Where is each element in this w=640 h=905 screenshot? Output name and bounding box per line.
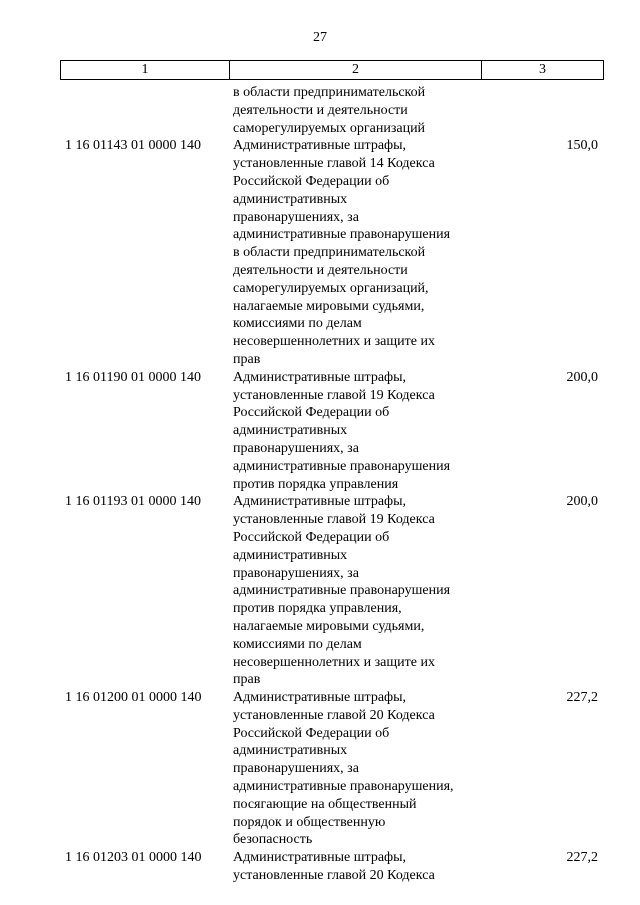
description-line: установленные главой 19 Кодекса — [233, 387, 435, 403]
description-line: саморегулируемых организаций — [233, 120, 426, 136]
description-line: налагаемые мировыми судьями, — [233, 298, 425, 314]
budget-code: 1 16 01143 01 0000 140 — [65, 138, 201, 154]
description-line: налагаемые мировыми судьями, — [233, 618, 425, 634]
amount-value: 227,2 — [566, 690, 598, 706]
description-line: комиссиями по делам — [233, 636, 362, 652]
description-line: Административные штрафы, — [233, 690, 407, 706]
page-number: 27 — [313, 30, 327, 45]
description-line: несовершеннолетних и защите их — [233, 334, 435, 350]
description-line: правонарушениях, за — [233, 565, 359, 581]
row-description — [233, 849, 503, 885]
description-line: административных — [233, 743, 348, 759]
description-line: в области предпринимательской — [233, 245, 426, 261]
table-body — [0, 84, 640, 885]
description-line: установленные главой 20 Кодекса — [233, 707, 435, 723]
description-line: комиссиями по делам — [233, 316, 362, 332]
table-header — [60, 60, 604, 80]
budget-code: 1 16 01203 01 0000 140 — [65, 850, 202, 866]
description-line: административных — [233, 191, 348, 207]
description-line: правонарушениях, за — [233, 209, 359, 225]
table-row — [0, 137, 640, 368]
description-line: против порядка управления — [233, 476, 399, 492]
budget-code: 1 16 01193 01 0000 140 — [65, 494, 201, 510]
table-row — [0, 849, 640, 885]
description-line: прав — [233, 672, 261, 688]
description-line: порядок и общественную — [233, 814, 386, 830]
description-line: саморегулируемых организаций, — [233, 280, 429, 296]
description-line: против порядка управления, — [233, 601, 402, 617]
table-row — [0, 689, 640, 849]
row-description — [233, 689, 503, 849]
description-line: Административные штрафы, — [233, 494, 407, 510]
row-description — [233, 369, 503, 494]
budget-code: 1 16 01200 01 0000 140 — [65, 690, 202, 706]
description-line: деятельности и деятельности — [233, 102, 408, 118]
description-line: Российской Федерации об — [233, 725, 390, 741]
description-line: Российской Федерации об — [233, 405, 390, 421]
description-line: правонарушениях, за — [233, 761, 359, 777]
budget-code: 1 16 01190 01 0000 140 — [65, 369, 201, 385]
description-line: Российской Федерации об — [233, 173, 390, 189]
table-row — [0, 369, 640, 494]
description-line: административные правонарушения — [233, 583, 451, 599]
description-line: Административные штрафы, — [233, 138, 407, 154]
amount-value: 227,2 — [566, 850, 598, 866]
description-line: Административные штрафы, — [233, 850, 407, 866]
description-line: посягающие на общественный — [233, 796, 417, 812]
table-row — [0, 493, 640, 689]
continuation-description — [233, 84, 503, 137]
description-line: административных — [233, 423, 348, 439]
row-description — [233, 137, 503, 368]
description-line: деятельности и деятельности — [233, 262, 408, 278]
description-line: установленные главой 19 Кодекса — [233, 512, 435, 528]
description-line: несовершеннолетних и защите их — [233, 654, 435, 670]
description-line: в области предпринимательской — [233, 85, 426, 100]
description-line: административные правонарушения, — [233, 779, 454, 795]
description-line: административные правонарушения — [233, 227, 451, 243]
amount-value: 200,0 — [566, 494, 598, 510]
continuation-block — [0, 84, 640, 137]
description-line: установленные главой 14 Кодекса — [233, 156, 435, 172]
description-line: правонарушениях, за — [233, 440, 359, 456]
amount-value: 200,0 — [566, 369, 598, 385]
column-header-2: 2 — [230, 61, 482, 80]
amount-value: 150,0 — [566, 138, 598, 154]
column-header-3: 3 — [482, 61, 604, 80]
column-header-1: 1 — [61, 61, 230, 80]
description-line: административных — [233, 547, 348, 563]
description-line: установленные главой 20 Кодекса — [233, 868, 435, 884]
description-line: административные правонарушения — [233, 458, 451, 474]
description-line: безопасность — [233, 832, 313, 848]
description-line: прав — [233, 351, 261, 367]
description-line: Административные штрафы, — [233, 369, 407, 385]
description-line: Российской Федерации об — [233, 529, 390, 545]
row-description — [233, 493, 503, 689]
